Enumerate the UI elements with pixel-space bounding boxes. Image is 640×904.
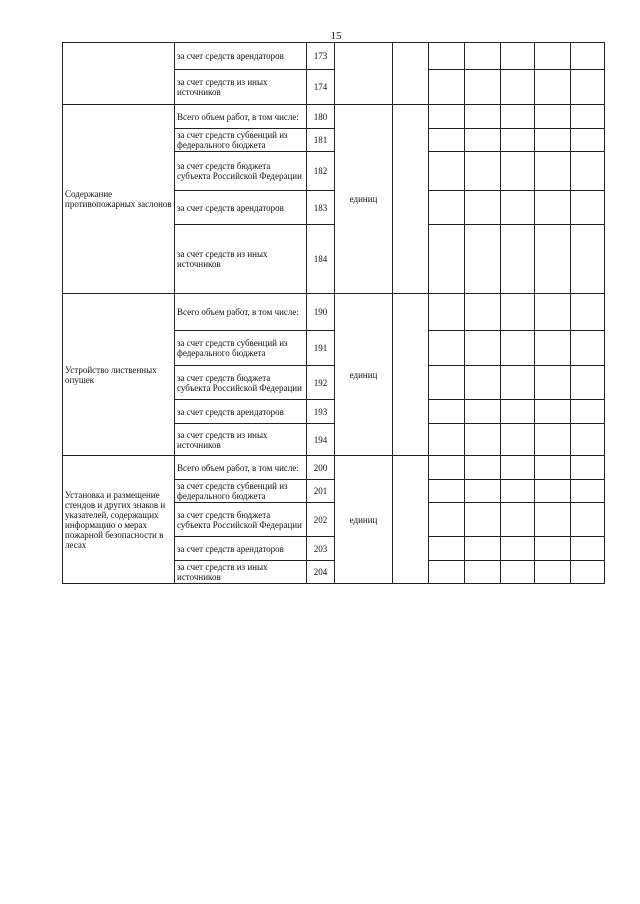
unit-cell: единиц [335,456,393,584]
value-cell [501,43,535,70]
value-cell [571,129,605,152]
value-cell [501,191,535,225]
table-row [63,456,605,480]
value-cell [465,43,501,70]
value-cell [571,561,605,584]
value-cell [393,105,429,294]
unit-cell: единиц [335,105,393,294]
value-cell [465,537,501,561]
value-cell [465,456,501,480]
value-cell [535,400,571,424]
row-code: 173 [307,43,335,70]
value-cell [571,152,605,191]
value-cell [393,43,429,105]
value-cell [465,105,501,129]
value-cell [465,152,501,191]
value-cell [501,456,535,480]
value-cell [465,366,501,400]
value-cell [465,225,501,294]
table-row [63,105,605,129]
section-title: Установка и размещение стендов и других знаков и указателей, содержащих информацию о мерах пожарной безопасности в лесах [63,456,175,584]
value-cell [501,537,535,561]
value-cell [429,480,465,503]
value-cell [571,294,605,331]
row-code: 201 [307,480,335,503]
value-cell [429,105,465,129]
value-cell [501,294,535,331]
value-cell [465,70,501,105]
value-cell [465,400,501,424]
row-label: за счет средств бюджета субъекта Российской Федерации [175,366,307,400]
value-cell [535,503,571,537]
value-cell [429,424,465,456]
value-cell [571,400,605,424]
value-cell [535,191,571,225]
row-label: за счет средств субвенций из федерального бюджета [175,129,307,152]
table-row [63,294,605,331]
value-cell [501,400,535,424]
row-code: 204 [307,561,335,584]
value-cell [465,331,501,366]
value-cell [429,129,465,152]
row-label: за счет средств бюджета субъекта Российской Федерации [175,152,307,191]
value-cell [501,503,535,537]
value-cell [571,191,605,225]
value-cell [535,105,571,129]
row-label: за счет средств бюджета субъекта Российской Федерации [175,503,307,537]
value-cell [535,152,571,191]
row-code: 202 [307,503,335,537]
row-code: 174 [307,70,335,105]
value-cell [501,561,535,584]
row-code: 184 [307,225,335,294]
value-cell [501,129,535,152]
value-cell [429,503,465,537]
row-label: за счет средств арендаторов [175,537,307,561]
value-cell [429,537,465,561]
value-cell [535,537,571,561]
value-cell [535,129,571,152]
row-code: 192 [307,366,335,400]
row-label: Всего объем работ, в том числе: [175,105,307,129]
value-cell [393,456,429,584]
value-cell [501,152,535,191]
row-code: 180 [307,105,335,129]
row-code: 183 [307,191,335,225]
value-cell [571,424,605,456]
value-cell [571,331,605,366]
row-code: 194 [307,424,335,456]
value-cell [501,424,535,456]
value-cell [535,456,571,480]
value-cell [535,561,571,584]
value-cell [393,294,429,456]
row-code: 182 [307,152,335,191]
value-cell [501,480,535,503]
section-title [63,43,175,105]
value-cell [465,191,501,225]
value-cell [571,70,605,105]
value-cell [535,331,571,366]
unit-cell: единиц [335,294,393,456]
row-label: Всего объем работ, в том числе: [175,456,307,480]
report-table [62,42,605,584]
value-cell [535,225,571,294]
value-cell [429,331,465,366]
row-label: за счет средств из иных источников [175,424,307,456]
section-title: Устройство лиственных опушек [63,294,175,456]
value-cell [535,43,571,70]
value-cell [501,70,535,105]
value-cell [429,70,465,105]
value-cell [429,294,465,331]
value-cell [465,561,501,584]
value-cell [535,294,571,331]
value-cell [571,105,605,129]
value-cell [465,129,501,152]
row-label: Всего объем работ, в том числе: [175,294,307,331]
page-number: 15 [330,30,342,42]
row-code: 191 [307,331,335,366]
value-cell [465,503,501,537]
value-cell [571,503,605,537]
value-cell [501,331,535,366]
value-cell [429,191,465,225]
value-cell [571,480,605,503]
row-label: за счет средств арендаторов [175,43,307,70]
value-cell [535,424,571,456]
section-title: Содержание противопожарных заслонов [63,105,175,294]
value-cell [429,400,465,424]
value-cell [501,105,535,129]
row-code: 203 [307,537,335,561]
row-label: за счет средств из иных источников [175,225,307,294]
value-cell [571,366,605,400]
row-code: 181 [307,129,335,152]
value-cell [465,424,501,456]
value-cell [465,480,501,503]
value-cell [535,70,571,105]
row-label: за счет средств арендаторов [175,191,307,225]
unit-cell [335,43,393,105]
value-cell [429,152,465,191]
value-cell [465,294,501,331]
value-cell [501,366,535,400]
value-cell [535,366,571,400]
value-cell [429,43,465,70]
row-label: за счет средств из иных источников [175,70,307,105]
value-cell [429,561,465,584]
value-cell [429,225,465,294]
row-label: за счет средств субвенций из федерального бюджета [175,480,307,503]
value-cell [571,456,605,480]
row-label: за счет средств субвенций из федерального бюджета [175,331,307,366]
value-cell [571,537,605,561]
value-cell [501,225,535,294]
value-cell [571,225,605,294]
row-label: за счет средств арендаторов [175,400,307,424]
value-cell [429,456,465,480]
value-cell [571,43,605,70]
row-code: 193 [307,400,335,424]
row-label: за счет средств из иных источников [175,561,307,584]
table-row [63,43,605,70]
value-cell [429,366,465,400]
row-code: 190 [307,294,335,331]
row-code: 200 [307,456,335,480]
value-cell [535,480,571,503]
